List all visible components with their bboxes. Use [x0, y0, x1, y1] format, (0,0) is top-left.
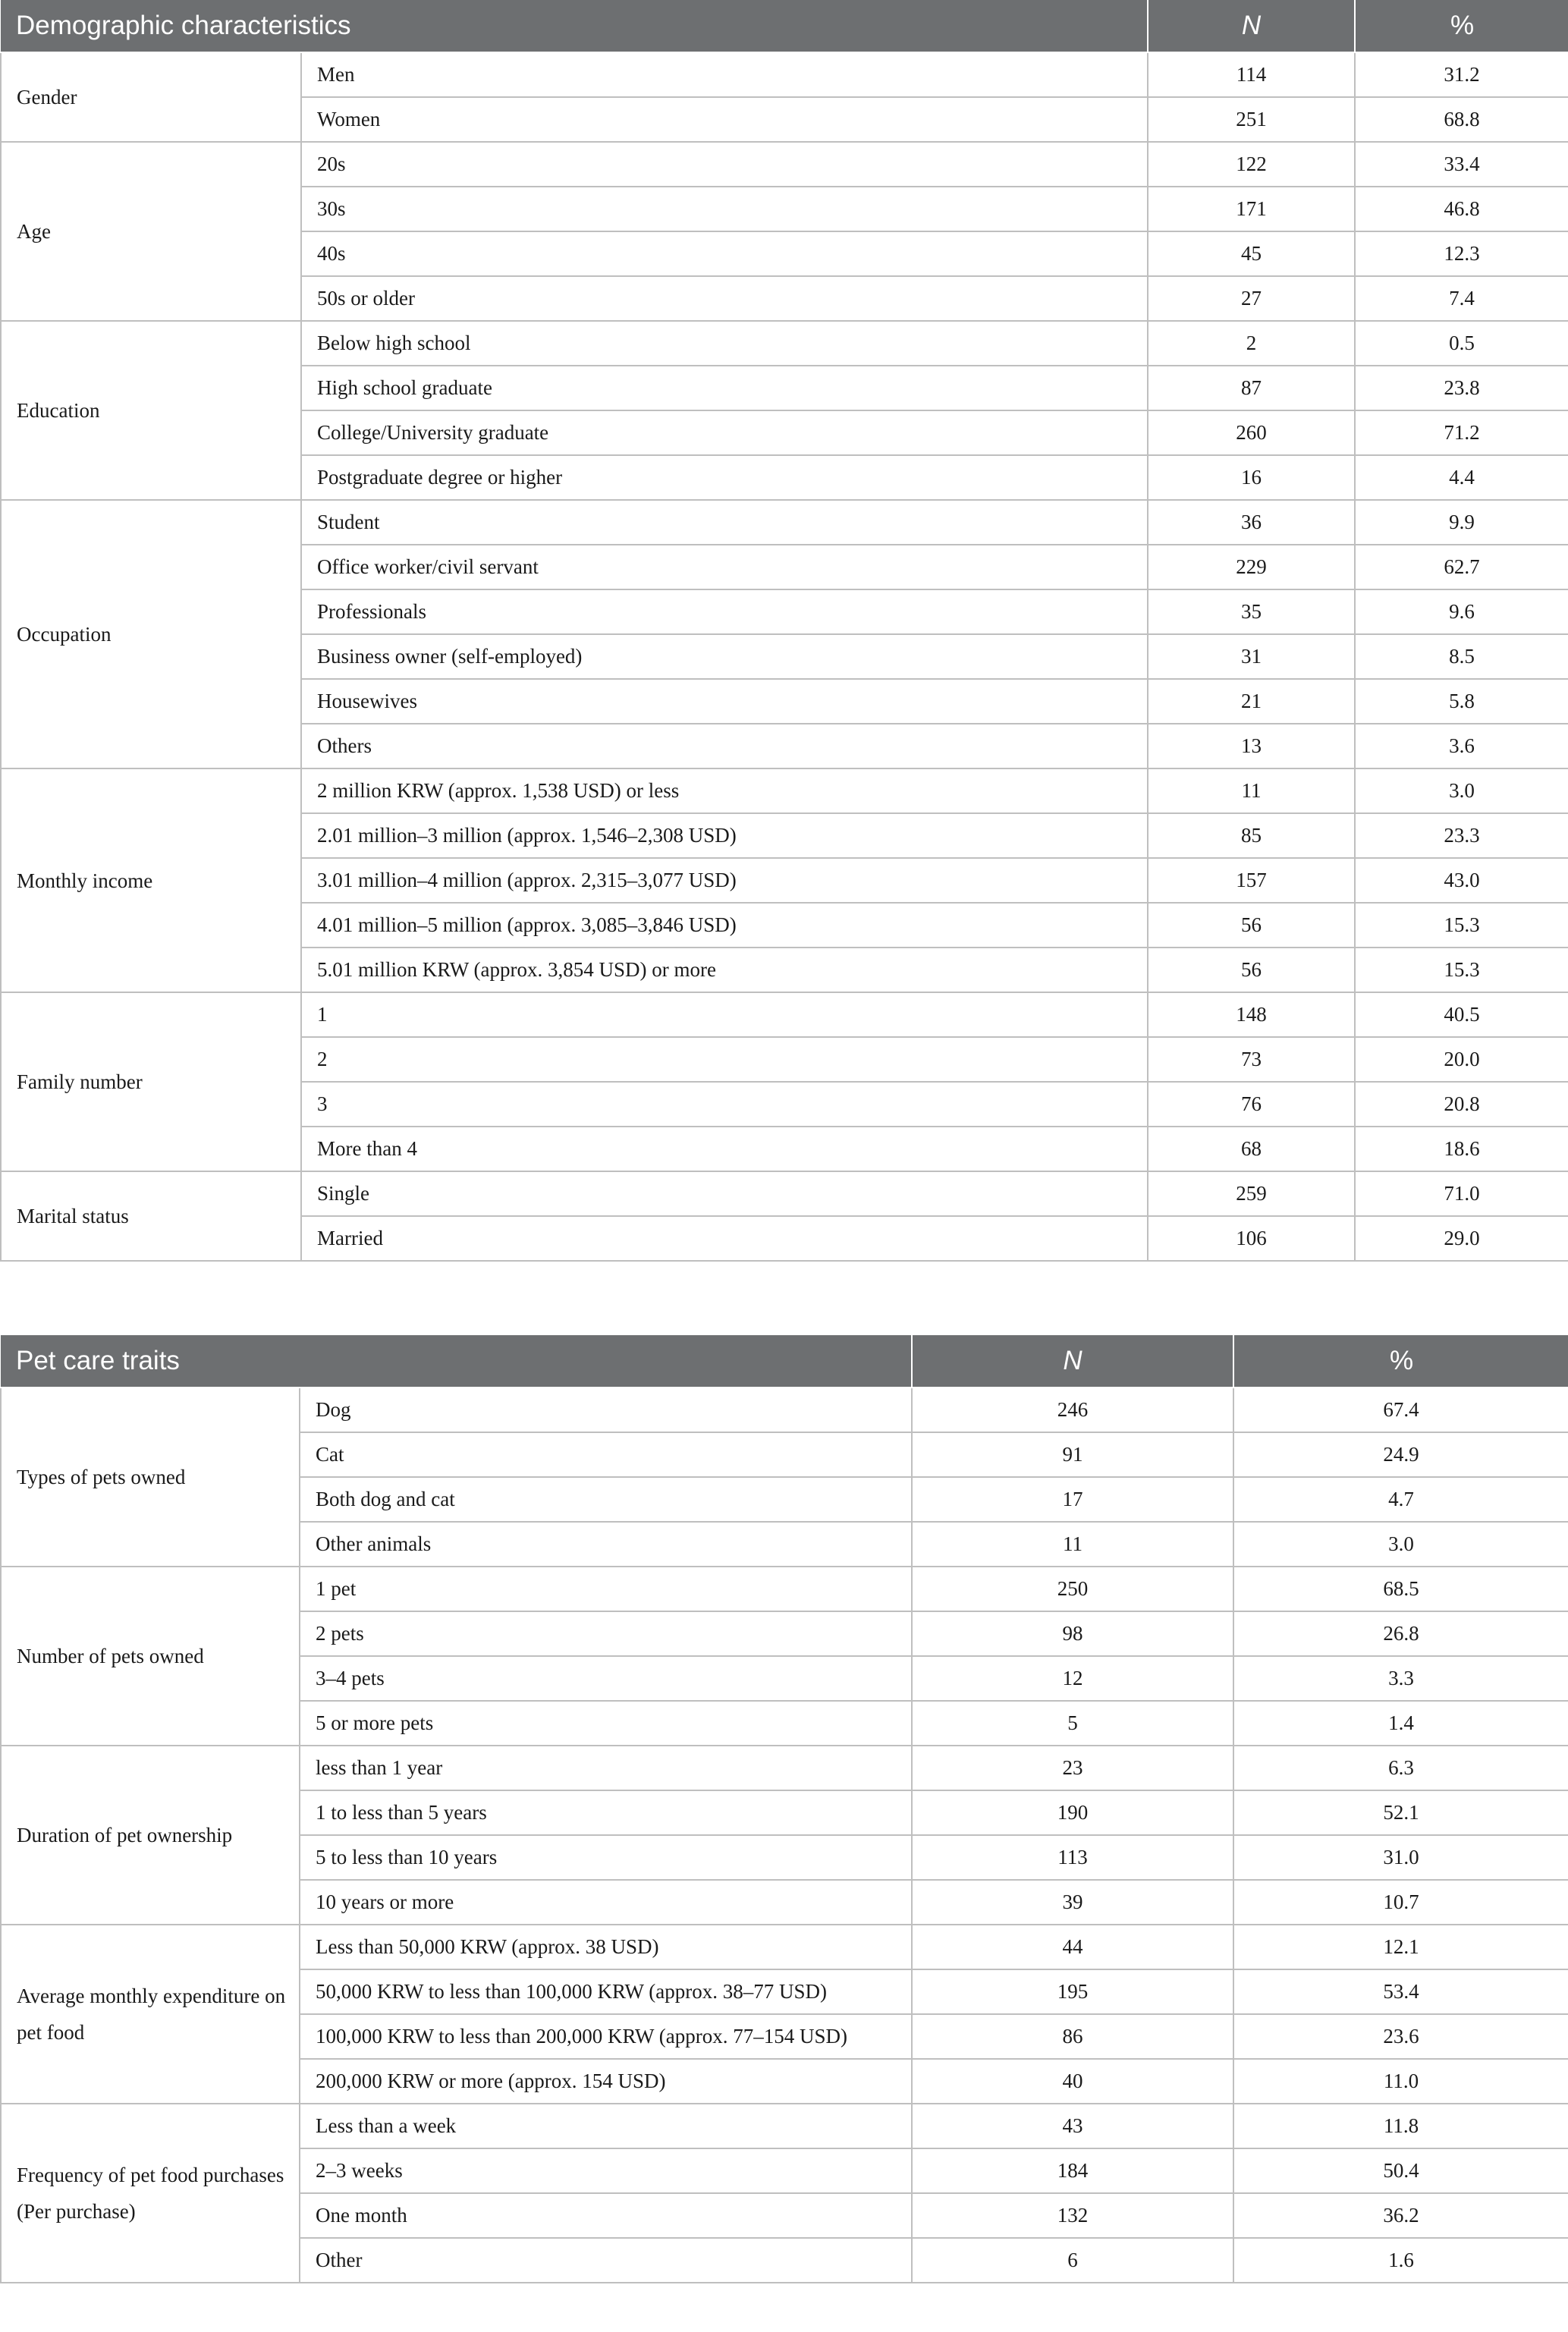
item-cell: 5 to less than 10 years — [300, 1835, 912, 1880]
percent-cell: 36.2 — [1233, 2193, 1568, 2238]
count-cell: 195 — [912, 1969, 1233, 2014]
count-cell: 184 — [912, 2148, 1233, 2193]
header-label: Demographic characteristics — [1, 0, 1148, 52]
count-cell: 6 — [912, 2238, 1233, 2283]
count-cell: 106 — [1148, 1216, 1355, 1261]
item-cell: Office worker/civil servant — [301, 545, 1148, 589]
percent-cell: 7.4 — [1355, 276, 1568, 321]
count-cell: 132 — [912, 2193, 1233, 2238]
percent-cell: 71.2 — [1355, 410, 1568, 455]
category-cell: Family number — [1, 992, 301, 1171]
count-cell: 31 — [1148, 634, 1355, 679]
item-cell: 5.01 million KRW (approx. 3,854 USD) or more — [301, 948, 1148, 992]
percent-cell: 4.7 — [1233, 1477, 1568, 1522]
percent-cell: 1.6 — [1233, 2238, 1568, 2283]
count-cell: 12 — [912, 1656, 1233, 1701]
count-cell: 13 — [1148, 724, 1355, 768]
count-cell: 171 — [1148, 187, 1355, 231]
percent-cell: 3.3 — [1233, 1656, 1568, 1701]
category-cell: Gender — [1, 52, 301, 142]
percent-cell: 18.6 — [1355, 1127, 1568, 1171]
table-row — [1, 500, 1568, 545]
category-cell: Monthly income — [1, 768, 301, 992]
count-cell: 35 — [1148, 589, 1355, 634]
table-row — [1, 992, 1568, 1037]
item-cell: Dog — [300, 1388, 912, 1432]
item-cell: Others — [301, 724, 1148, 768]
table-row — [1, 1746, 1568, 1790]
count-cell: 68 — [1148, 1127, 1355, 1171]
table-row — [1, 52, 1568, 97]
item-cell: 10 years or more — [300, 1880, 912, 1925]
item-cell: 50s or older — [301, 276, 1148, 321]
item-cell: Postgraduate degree or higher — [301, 455, 1148, 500]
count-cell: 86 — [912, 2014, 1233, 2059]
percent-cell: 15.3 — [1355, 903, 1568, 948]
category-cell: Age — [1, 142, 301, 321]
category-cell: Duration of pet ownership — [1, 1746, 300, 1925]
count-cell: 148 — [1148, 992, 1355, 1037]
item-cell: 3 — [301, 1082, 1148, 1127]
count-cell: 76 — [1148, 1082, 1355, 1127]
item-cell: 30s — [301, 187, 1148, 231]
percent-cell: 50.4 — [1233, 2148, 1568, 2193]
percent-cell: 24.9 — [1233, 1432, 1568, 1477]
header-percent: % — [1355, 0, 1568, 52]
percent-cell: 8.5 — [1355, 634, 1568, 679]
percent-cell: 33.4 — [1355, 142, 1568, 187]
item-cell: less than 1 year — [300, 1746, 912, 1790]
table-header-row — [1, 0, 1568, 52]
count-cell: 39 — [912, 1880, 1233, 1925]
item-cell: 40s — [301, 231, 1148, 276]
count-cell: 251 — [1148, 97, 1355, 142]
table-row — [1, 1567, 1568, 1611]
table-header-row — [1, 1335, 1568, 1388]
item-cell: Married — [301, 1216, 1148, 1261]
item-cell: College/University graduate — [301, 410, 1148, 455]
count-cell: 2 — [1148, 321, 1355, 366]
count-cell: 157 — [1148, 858, 1355, 903]
count-cell: 23 — [912, 1746, 1233, 1790]
item-cell: 4.01 million–5 million (approx. 3,085–3,846 USD) — [301, 903, 1148, 948]
percent-cell: 12.1 — [1233, 1925, 1568, 1969]
category-cell: Number of pets owned — [1, 1567, 300, 1746]
item-cell: 2–3 weeks — [300, 2148, 912, 2193]
table-row — [1, 1171, 1568, 1216]
percent-cell: 3.6 — [1355, 724, 1568, 768]
count-cell: 91 — [912, 1432, 1233, 1477]
item-cell: 3.01 million–4 million (approx. 2,315–3,077 USD) — [301, 858, 1148, 903]
count-cell: 98 — [912, 1611, 1233, 1656]
percent-cell: 23.3 — [1355, 813, 1568, 858]
percent-cell: 3.0 — [1355, 768, 1568, 813]
count-cell: 56 — [1148, 903, 1355, 948]
item-cell: 100,000 KRW to less than 200,000 KRW (approx. 77–154 USD) — [300, 2014, 912, 2059]
item-cell: Business owner (self-employed) — [301, 634, 1148, 679]
percent-cell: 4.4 — [1355, 455, 1568, 500]
header-n: N — [1148, 0, 1355, 52]
count-cell: 87 — [1148, 366, 1355, 410]
item-cell: Less than 50,000 KRW (approx. 38 USD) — [300, 1925, 912, 1969]
percent-cell: 1.4 — [1233, 1701, 1568, 1746]
percent-cell: 9.6 — [1355, 589, 1568, 634]
count-cell: 85 — [1148, 813, 1355, 858]
count-cell: 56 — [1148, 948, 1355, 992]
count-cell: 229 — [1148, 545, 1355, 589]
table-row — [1, 321, 1568, 366]
item-cell: Other animals — [300, 1522, 912, 1567]
percent-cell: 68.8 — [1355, 97, 1568, 142]
count-cell: 16 — [1148, 455, 1355, 500]
count-cell: 43 — [912, 2104, 1233, 2148]
item-cell: Men — [301, 52, 1148, 97]
count-cell: 246 — [912, 1388, 1233, 1432]
percent-cell: 11.0 — [1233, 2059, 1568, 2104]
item-cell: Other — [300, 2238, 912, 2283]
table-row — [1, 1388, 1568, 1432]
item-cell: Below high school — [301, 321, 1148, 366]
count-cell: 113 — [912, 1835, 1233, 1880]
count-cell: 40 — [912, 2059, 1233, 2104]
percent-cell: 31.2 — [1355, 52, 1568, 97]
count-cell: 114 — [1148, 52, 1355, 97]
percent-cell: 26.8 — [1233, 1611, 1568, 1656]
item-cell: Single — [301, 1171, 1148, 1216]
percent-cell: 67.4 — [1233, 1388, 1568, 1432]
table-body — [1, 1388, 1568, 2283]
count-cell: 45 — [1148, 231, 1355, 276]
percent-cell: 10.7 — [1233, 1880, 1568, 1925]
percent-cell: 23.8 — [1355, 366, 1568, 410]
item-cell: 1 — [301, 992, 1148, 1037]
item-cell: Cat — [300, 1432, 912, 1477]
item-cell: Less than a week — [300, 2104, 912, 2148]
item-cell: Housewives — [301, 679, 1148, 724]
percent-cell: 20.8 — [1355, 1082, 1568, 1127]
percent-cell: 62.7 — [1355, 545, 1568, 589]
percent-cell: 29.0 — [1355, 1216, 1568, 1261]
item-cell: More than 4 — [301, 1127, 1148, 1171]
percent-cell: 68.5 — [1233, 1567, 1568, 1611]
category-cell: Average monthly expenditure on pet food — [1, 1925, 300, 2104]
count-cell: 21 — [1148, 679, 1355, 724]
count-cell: 190 — [912, 1790, 1233, 1835]
category-cell: Frequency of pet food purchases (Per purchase) — [1, 2104, 300, 2283]
item-cell: 1 pet — [300, 1567, 912, 1611]
percent-cell: 5.8 — [1355, 679, 1568, 724]
percent-cell: 46.8 — [1355, 187, 1568, 231]
count-cell: 36 — [1148, 500, 1355, 545]
item-cell: 1 to less than 5 years — [300, 1790, 912, 1835]
percent-cell: 0.5 — [1355, 321, 1568, 366]
item-cell: 20s — [301, 142, 1148, 187]
header-label: Pet care traits — [1, 1335, 912, 1388]
item-cell: Student — [301, 500, 1148, 545]
percent-cell: 12.3 — [1355, 231, 1568, 276]
category-cell: Occupation — [1, 500, 301, 768]
percent-cell: 52.1 — [1233, 1790, 1568, 1835]
table-body — [1, 52, 1568, 1261]
percent-cell: 3.0 — [1233, 1522, 1568, 1567]
item-cell: 200,000 KRW or more (approx. 154 USD) — [300, 2059, 912, 2104]
percent-cell: 20.0 — [1355, 1037, 1568, 1082]
percent-cell: 23.6 — [1233, 2014, 1568, 2059]
item-cell: 2 million KRW (approx. 1,538 USD) or less — [301, 768, 1148, 813]
item-cell: Both dog and cat — [300, 1477, 912, 1522]
count-cell: 122 — [1148, 142, 1355, 187]
count-cell: 11 — [1148, 768, 1355, 813]
count-cell: 259 — [1148, 1171, 1355, 1216]
percent-cell: 15.3 — [1355, 948, 1568, 992]
percent-cell: 43.0 — [1355, 858, 1568, 903]
table-row — [1, 768, 1568, 813]
count-cell: 44 — [912, 1925, 1233, 1969]
count-cell: 260 — [1148, 410, 1355, 455]
item-cell: 2 pets — [300, 1611, 912, 1656]
percent-cell: 6.3 — [1233, 1746, 1568, 1790]
count-cell: 17 — [912, 1477, 1233, 1522]
header-n: N — [912, 1335, 1233, 1388]
percent-cell: 40.5 — [1355, 992, 1568, 1037]
percent-cell: 11.8 — [1233, 2104, 1568, 2148]
item-cell: 50,000 KRW to less than 100,000 KRW (approx. 38–77 USD) — [300, 1969, 912, 2014]
table-row — [1, 2104, 1568, 2148]
header-percent: % — [1233, 1335, 1568, 1388]
percent-cell: 31.0 — [1233, 1835, 1568, 1880]
count-cell: 27 — [1148, 276, 1355, 321]
table-row — [1, 142, 1568, 187]
count-cell: 73 — [1148, 1037, 1355, 1082]
item-cell: 2.01 million–3 million (approx. 1,546–2,308 USD) — [301, 813, 1148, 858]
item-cell: 5 or more pets — [300, 1701, 912, 1746]
percent-cell: 71.0 — [1355, 1171, 1568, 1216]
count-cell: 250 — [912, 1567, 1233, 1611]
pet-care-table — [0, 1335, 1568, 2283]
item-cell: 2 — [301, 1037, 1148, 1082]
item-cell: Professionals — [301, 589, 1148, 634]
percent-cell: 53.4 — [1233, 1969, 1568, 2014]
percent-cell: 9.9 — [1355, 500, 1568, 545]
table-row — [1, 1925, 1568, 1969]
count-cell: 5 — [912, 1701, 1233, 1746]
item-cell: 3–4 pets — [300, 1656, 912, 1701]
category-cell: Education — [1, 321, 301, 500]
item-cell: Women — [301, 97, 1148, 142]
item-cell: One month — [300, 2193, 912, 2238]
count-cell: 11 — [912, 1522, 1233, 1567]
category-cell: Types of pets owned — [1, 1388, 300, 1567]
category-cell: Marital status — [1, 1171, 301, 1261]
item-cell: High school graduate — [301, 366, 1148, 410]
